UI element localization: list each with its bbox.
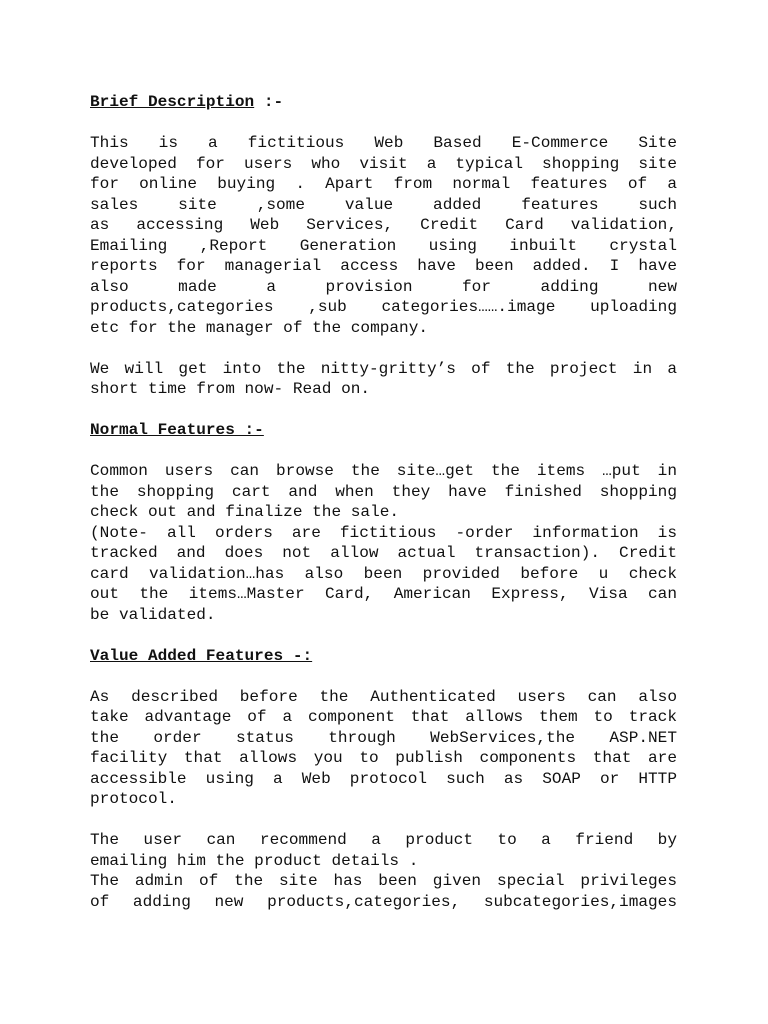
document-page xyxy=(90,92,677,933)
text-line: Emailing ,Report Generation using inbuilt crystal xyxy=(90,236,677,255)
text-line: for online buying . Apart from normal features of a xyxy=(90,175,677,193)
text-line: as accessing Web Services, Credit Card validation, xyxy=(90,216,677,234)
text-line: take advantage of a component that allows them to track xyxy=(90,708,677,726)
text-line: out the items…Master Card, American Express, Visa can xyxy=(90,585,677,603)
text-line: As described before the Authenticated users can also xyxy=(90,687,677,706)
text-line: Common users can browse the site…get the items …put in xyxy=(90,462,677,480)
heading-text: Normal Features :- xyxy=(90,421,264,439)
paragraph xyxy=(90,830,677,912)
text-line: The admin of the site has been given special privileges xyxy=(90,872,677,890)
text-line: be validated. xyxy=(90,605,216,624)
text-line: card validation…has also been provided before u check xyxy=(90,564,677,583)
paragraph xyxy=(90,133,677,338)
text-line: etc for the manager of the company. xyxy=(90,318,429,337)
paragraph xyxy=(90,359,677,400)
text-line: This is a fictitious Web Based E-Commerce Site xyxy=(90,134,677,152)
text-line: (Note- all orders are fictitious -order information is xyxy=(90,523,677,542)
text-line: the shopping cart and when they have finished shopping xyxy=(90,482,677,501)
text-line: protocol. xyxy=(90,790,177,808)
text-line: reports for managerial access have been added. I have xyxy=(90,257,677,275)
section-heading xyxy=(90,92,677,113)
text-line: products,categories ,sub categories…….image uploading xyxy=(90,298,677,316)
paragraph xyxy=(90,687,677,810)
text-line: the order status through WebServices,the ASP.NET xyxy=(90,728,677,747)
text-line: emailing him the product details . xyxy=(90,851,419,870)
text-line: sales site ,some value added features such xyxy=(90,195,677,214)
section-heading xyxy=(90,646,677,667)
text-line: check out and finalize the sale. xyxy=(90,503,400,521)
text-line: tracked and does not allow actual transaction). Credit xyxy=(90,544,677,562)
text-line: We will get into the nitty-gritty’s of the project in a xyxy=(90,359,677,378)
heading-text: Brief Description xyxy=(90,93,255,111)
heading-suffix: :- xyxy=(254,93,284,111)
text-line: developed for users who visit a typical shopping site xyxy=(90,154,677,173)
section-heading xyxy=(90,420,677,441)
text-line: facility that allows you to publish components that are xyxy=(90,749,677,767)
text-line: also made a provision for adding new xyxy=(90,277,677,296)
text-line: of adding new products,categories, subcategories,images xyxy=(90,892,677,911)
text-line: accessible using a Web protocol such as SOAP or HTTP xyxy=(90,769,677,788)
text-line: The user can recommend a product to a friend by xyxy=(90,831,677,849)
paragraph xyxy=(90,461,677,625)
text-line: short time from now- Read on. xyxy=(90,380,371,398)
heading-text: Value Added Features -: xyxy=(90,646,313,665)
